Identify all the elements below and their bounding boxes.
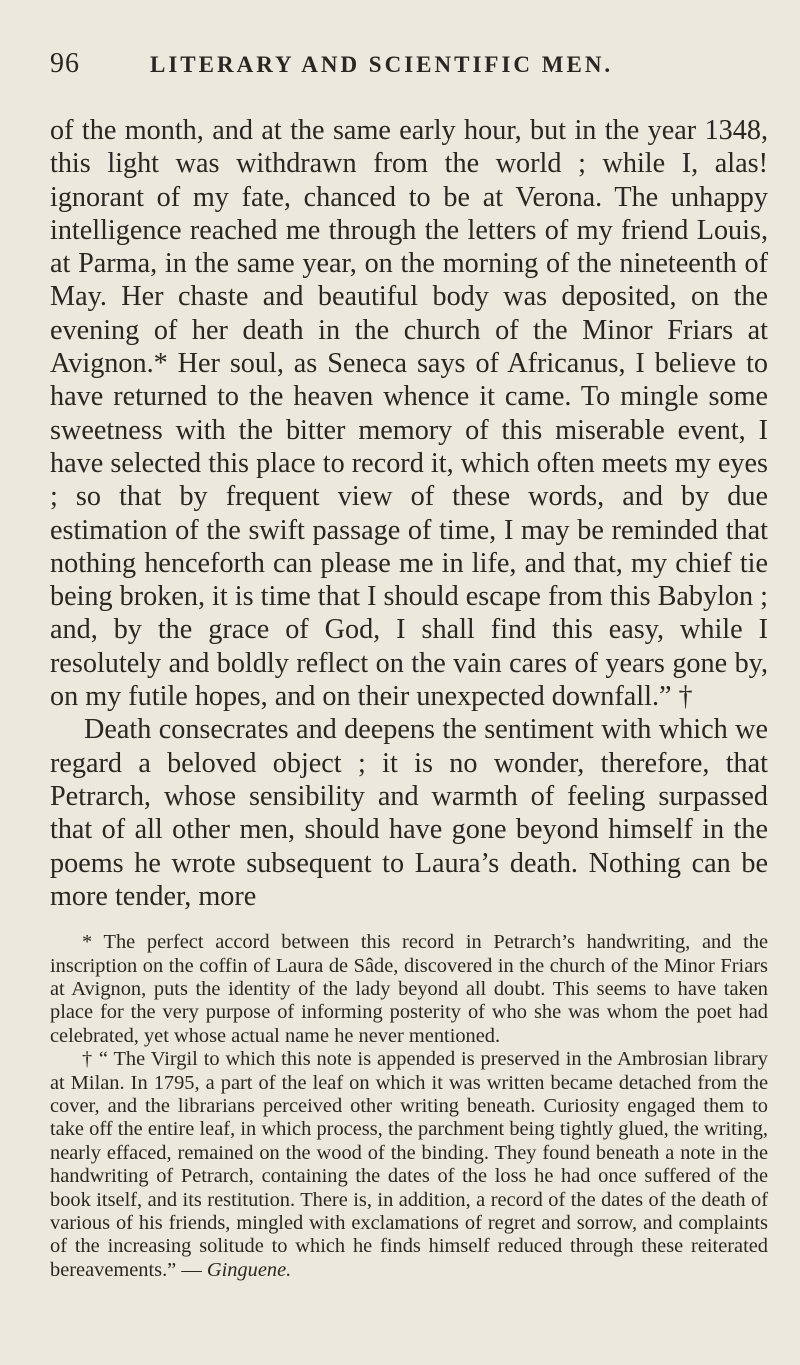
footnote-2-text: † “ The Virgil to which this note is appended is preserved in the Ambrosian library at Milan. In 1795, a part of the leaf on which it was written became detached from the cover, and the librarians perceived other writing beneath. Curiosity engaged them to take off the entire leaf, in which process, the parchment being tightly glued, the writing, nearly effaced, remained on the wood of the binding. They found beneath a note in the handwriting of Petrarch, containing the dates of the loss he had once suffered of the book itself, and its restitution. There is, in addition, a record of the dates of the death of various of his friends, mingled with exclamations of regret and sorrow, and complaints of the increasing solitude to which he finds himself reduced through these reiterated bereavements.” —	[50, 1048, 768, 1281]
body-text	[50, 114, 768, 913]
footnote-2	[50, 1048, 768, 1282]
page-number: 96	[50, 48, 80, 79]
footnote-1: * The perfect accord between this record in Petrarch’s handwriting, and the inscription on the coffin of Laura de Sâde, discovered in the church of the Minor Friars at Avignon, puts the identity of the lady beyond all doubt. This seems to have taken place for the very purpose of informing posterity of who she was whom the poet had celebrated, yet whose actual name he never mentioned.	[50, 931, 768, 1047]
footnotes	[50, 931, 768, 1282]
paragraph-2: Death consecrates and deepens the sentiment with which we regard a beloved object ; it is no wonder, therefore, that Petrarch, whose sensibility and warmth of feeling surpassed that of all other men, should have gone beyond himself in the poems he wrote subsequent to Laura’s death. Nothing can be more tender, more	[50, 714, 768, 912]
footnote-2-author: Ginguene.	[206, 1258, 292, 1281]
running-title: LITERARY AND SCIENTIFIC MEN.	[150, 52, 614, 77]
running-head	[50, 48, 768, 88]
paragraph-1: of the month, and at the same early hour, but in the year 1348, this light was withdrawn from the world ; while I, alas! ignorant of my fate, chanced to be at Verona. The unhappy intelligence reached me through the letters of my friend Louis, at Parma, in the same year, on the morning of the nineteenth of May. Her chaste and beautiful body was deposited, on the evening of her death in the church of the Minor Friars at Avignon.* Her soul, as Seneca says of Africanus, I believe to have returned to the heaven whence it came. To mingle some sweetness with the bitter memory of this miserable event, I have selected this place to record it, which often meets my eyes ; so that by frequent view of these words, and by due estimation of the swift passage of time, I may be reminded that nothing henceforth can please me in life, and that, my chief tie being broken, it is time that I should escape from this Babylon ; and, by the grace of God, I shall find this easy, while I resolutely and boldly reflect on the vain cares of years gone by, on my futile hopes, and on their unexpected downfall.” †	[50, 115, 768, 713]
